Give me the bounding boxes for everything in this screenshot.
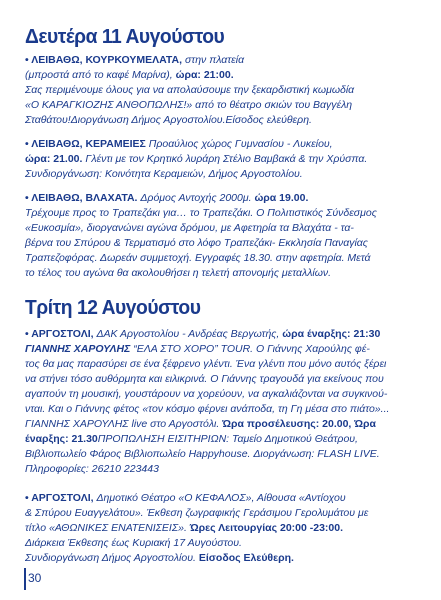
event-text-line (25, 221, 377, 236)
event-text-line (25, 98, 354, 113)
text-run: Τραπεζοφόρας. Δωρεάν συμμετοχή. Εγγραφές 18.30. στην αφετηρία. Μετά (25, 252, 371, 264)
event-text-line (25, 417, 389, 432)
text-run: ΛΕΙΒΑΘΩ, ΚΟΥΡΚΟΥΜΕΛΑΤΑ, (31, 54, 185, 66)
text-run: Είσοδος Ελεύθερη. (198, 552, 294, 564)
bullet: • (25, 192, 32, 204)
event-text-line (25, 462, 389, 477)
text-run: «Ευκοσμία», διοργανώνει αγώνα δρόμου, με Αφετηρία τα Βλαχάτα - τα- (25, 222, 354, 234)
text-run: ΑΡΓΟΣΤΟΛΙ, (31, 328, 97, 340)
text-run: “ΕΛΑ ΣΤΟ ΧΟΡΟ” TOUR. Ο Γιάννης Χαρούλης φέ- (133, 343, 370, 355)
text-run: ώρα έναρξης: 21:30 (282, 328, 381, 340)
event-text-line (25, 521, 368, 536)
event-text-line (25, 53, 354, 68)
event-text-line (25, 152, 367, 167)
text-run: ΛΕΙΒΑΘΩ, ΒΛΑΧΑΤΑ. (31, 192, 141, 204)
text-run: Βιβλιοπωλείο Φάρος Βιβλιοπωλείο Happyhouse. Διοργάνωση: FLASH LIVE. (25, 448, 380, 460)
event-text-line (25, 191, 377, 206)
bullet: • (25, 138, 32, 150)
text-run: Προαύλιος χώρος Γυμνασίου - Λυκείου, (148, 138, 333, 150)
text-run: ώρα: 21:00. (175, 69, 234, 81)
text-run: έναρξης: 21.30 (25, 433, 98, 445)
event-text-line (25, 372, 389, 387)
page-number-rule (24, 568, 26, 590)
text-run: Γλέντι με τον Κρητικό λυράρη Στέλιο Βαμβακά & την Χρύσπα. (85, 153, 368, 165)
text-run: Δρόμος Αντοχής 2000μ. (140, 192, 255, 204)
event-text-line (25, 536, 368, 551)
event-entry-kourkoumelata (25, 53, 354, 128)
event-text-line (25, 357, 389, 372)
event-text-line (25, 432, 389, 447)
event-text-line (25, 327, 389, 342)
text-run: Συνδιοργάνωση: Κοινότητα Κεραμειών, Δήμος Αργοστολίου. (25, 168, 303, 180)
event-text-line (25, 236, 377, 251)
text-run: ώρα: 21.00. (25, 153, 86, 165)
bullet: • (25, 328, 32, 340)
text-run: ΓΙΑΝΝΗΣ ΧΑΡΟΥΛΗΣ (25, 343, 134, 355)
event-text-line (25, 551, 368, 566)
text-run: στην πλατεία (184, 54, 245, 66)
text-run: ώρα 19.00. (254, 192, 309, 204)
text-run: Τρέχουμε προς το Τραπεζάκι για… το Τραπεζάκι. Ο Πολιτιστικός Σύνδεσμος (25, 207, 377, 219)
text-run: ΔΑΚ Αργοστολίου - Ανδρέας Βεργωτής, (96, 328, 283, 340)
event-entry-charoulis-concert (25, 327, 389, 477)
text-run: ΑΡΓΟΣΤΟΛΙ, (31, 492, 97, 504)
text-run: ΓΙΑΝΝΗΣ ΧΑΡΟΥΛΗΣ live στο Αργοστόλι. (25, 418, 223, 430)
text-run: να στήνει τόσο αυθόρμητα και ειλικρινά. Ο Γιάννης τραγουδά για εκείνους που (25, 373, 384, 385)
event-text-line (25, 342, 389, 357)
event-entry-vlachata (25, 191, 377, 281)
text-run: τίτλο «ΑΘΩΝΙΚΕΣ ΕΝΑΤΕΝΙΣΕΙΣ». (25, 522, 190, 534)
event-text-line (25, 266, 377, 281)
event-text-line (25, 206, 377, 221)
text-run: ΠΡΟΠΩΛΗΣΗ ΕΙΣΙΤΗΡΙΩΝ: Ταμείο Δημοτικού Θεάτρου, (97, 433, 358, 445)
text-run: Συνδιοργάνωση Δήμος Αργοστολίου. (25, 552, 199, 564)
text-run: «Ο ΚΑΡΑΓΚΙΟΖΗΣ ΑΝΘΟΠΩΛΗΣ!» από το θέατρο σκιών του Βαγγέλη (25, 99, 353, 111)
event-text-line (25, 68, 354, 83)
text-run: βέρνα του Σπύρου & Τερματισμό στο λόφο Τραπεζάκι- Εκκλησία Παναγίας (25, 237, 368, 249)
text-run: Ώρα προσέλευσης: 20.00, Ώρα (222, 418, 377, 430)
event-text-line (25, 491, 368, 506)
event-text-line (25, 137, 367, 152)
text-run: Σας περιμένουμε όλους για να απολαύσουμε την ξεκαρδιστική κωμωδία (25, 84, 355, 96)
text-run: Σταθάτου!Διοργάνωση Δήμος Αργοστολίου.Είσοδος ελεύθερη. (25, 114, 312, 126)
text-run: Δημοτικό Θέατρο «Ο ΚΕΦΑΛΟΣ», Αίθουσα «Αντίοχου (96, 492, 346, 504)
bullet: • (25, 492, 32, 504)
event-entry-keramies (25, 137, 367, 182)
text-run: αγαπούν τη μουσική, γουστάρουν να χορεύουν, να αγκαλιάζονται να συγκινού- (25, 388, 388, 400)
event-text-line (25, 506, 368, 521)
text-run: & Σπύρου Ευαγγελάτου». Έκθεση ζωγραφικής Γεράσιμου Γερολυμάτου με (25, 507, 369, 519)
text-run: Ώρες Λειτουργίας 20:00 -23:00. (189, 522, 344, 534)
event-text-line (25, 167, 367, 182)
bullet: • (25, 54, 32, 66)
event-text-line (25, 402, 389, 417)
event-text-line (25, 251, 377, 266)
event-entry-painting-exhibition (25, 491, 368, 566)
text-run: (μπροστά από το καφέ Μαρίνα), (25, 69, 176, 81)
text-run: το τέλος του αγώνα θα ακολουθήσει η τελετή απονομής μεταλλίων. (25, 267, 332, 279)
text-run: ΛΕΙΒΑΘΩ, ΚΕΡΑΜΕΙΕΣ (31, 138, 149, 150)
event-text-line (25, 387, 389, 402)
event-text-line (25, 113, 354, 128)
event-text-line (25, 447, 389, 462)
text-run: νται. Και ο Γιάννης φέτος «τον κόσμο φέρνει ανάποδα, τη Γη μέσα στο πιάτο»... (25, 403, 390, 415)
text-run: τος θα μας παρασύρει σε ένα ξέφρενο γλέντι. Ένα γλέντι που μόνο αυτός ξέρει (25, 358, 387, 370)
day-heading-tuesday: Τρίτη 12 Αυγούστου (25, 296, 201, 319)
page-number: 30 (28, 571, 42, 585)
text-run: Διάρκεια Έκθεσης έως Κυριακή 17 Αυγούστου. (25, 537, 242, 549)
event-text-line (25, 83, 354, 98)
text-run: Πληροφορίες: 26210 223443 (25, 463, 159, 475)
day-heading-monday: Δευτέρα 11 Αυγούστου (25, 25, 225, 48)
